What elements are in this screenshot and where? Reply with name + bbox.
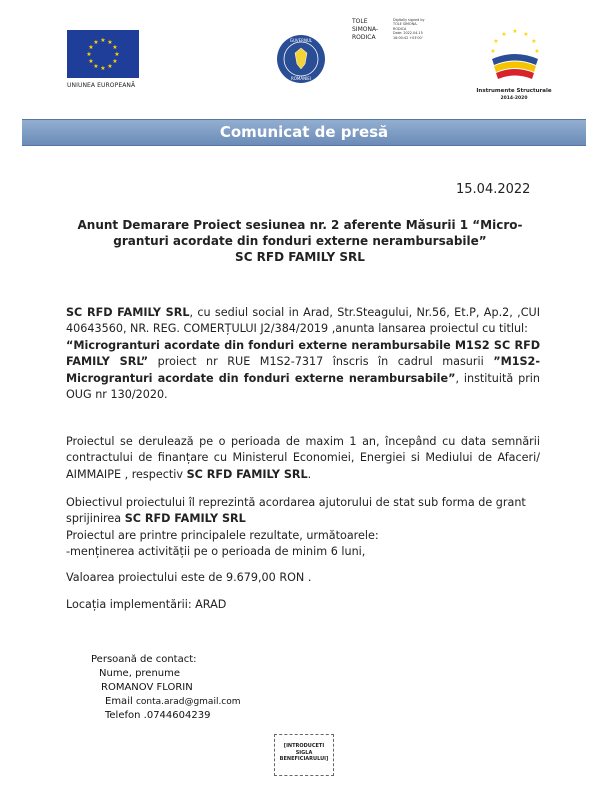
- title-line: granturi acordate din fonduri externe nerambursabile”: [113, 234, 487, 248]
- paragraph-text: proiect nr RUE M1S2-7317 înscris în cadrul masurii: [148, 355, 494, 369]
- svg-text:★: ★: [534, 48, 540, 55]
- svg-text:★: ★: [493, 38, 499, 45]
- eu-caption: UNIUNEA EUROPEANĂ: [67, 82, 136, 89]
- company-name: SC RFD FAMILY SRL: [186, 467, 308, 481]
- signature-detail-line: Digitally signed by: [393, 18, 425, 22]
- paragraph-text: Obiectivul proiectului îl reprezintă acordarea ajutorului de stat sub forma de grant sprijinirea: [66, 496, 526, 526]
- instrumente-structurale-logo: [480, 25, 550, 85]
- contact-heading: Persoană de contact:: [91, 654, 197, 665]
- title-line: SC RFD FAMILY SRL: [235, 250, 365, 264]
- title-line: Anunt Demarare Proiect sesiunea nr. 2 aferente Măsurii 1 “Micro-: [77, 218, 523, 232]
- contact-phone: .0744604239: [143, 710, 211, 721]
- implementation-location: Locația implementării: ARAD: [66, 598, 227, 611]
- press-release-banner: [22, 119, 586, 146]
- document-date: 15.04.2022: [456, 182, 531, 197]
- beneficiary-logo-placeholder: [274, 734, 334, 776]
- paragraph-text: Proiectul are printre principalele rezultate, următoarele:: [66, 528, 379, 542]
- paragraph-objective: [66, 495, 540, 561]
- svg-text:ROMÂNIEI: ROMÂNIEI: [291, 76, 311, 81]
- svg-text:★: ★: [112, 58, 118, 65]
- signature-details: [393, 18, 443, 40]
- placeholder-line: SIGLA: [295, 749, 313, 756]
- project-title: “Microgranturi acordate din fonduri externe nerambursabile M1S2 SC RFD FAMILY SRL”: [66, 338, 540, 369]
- eu-flag-logo: [67, 30, 139, 78]
- svg-text:★: ★: [512, 28, 518, 35]
- svg-text:★: ★: [107, 39, 113, 46]
- paragraph-project-launch: [66, 305, 540, 403]
- paragraph-text: , instituită prin OUG nr 130/2020.: [66, 371, 540, 402]
- svg-text:★: ★: [86, 51, 92, 58]
- contact-name-label: Nume, prenume: [99, 668, 181, 679]
- paragraph-text: , cu sediul social in Arad, Str.Steagului, Nr.56, Et.P, Ap.2, ,CUI 40643560, NR. REG. COMERȚULUI J2/384/2019 ,anunta lansarea proiectul cu titlul:: [66, 306, 540, 336]
- signature-detail-line: RODICA: [393, 26, 407, 31]
- svg-text:★: ★: [114, 51, 120, 58]
- signature-name-line: TOLE: [352, 18, 368, 25]
- announcement-title: [60, 217, 540, 265]
- signature-detail-line: 16:00:42 +03'00': [393, 35, 423, 40]
- svg-text:GUVERNUL: GUVERNUL: [289, 38, 313, 43]
- placeholder-line: [INTRODUCETI: [283, 743, 325, 749]
- svg-text:★: ★: [523, 31, 529, 38]
- contact-phone-label: Telefon: [105, 710, 141, 721]
- paragraph-text: .: [307, 467, 312, 481]
- eu-stars: [67, 30, 139, 78]
- paragraph-duration: [66, 434, 540, 483]
- contact-name: ROMANOV FLORIN: [101, 682, 193, 693]
- measure-name: ”M1S2-Microgranturi acordate din fonduri externe nerambursabile”: [66, 355, 540, 385]
- contact-email: conta.arad@gmail.com: [135, 697, 241, 707]
- contact-phone-row: [105, 709, 241, 723]
- placeholder-text: [275, 735, 333, 763]
- project-value: Valoarea proiectului este de 9.679,00 RON .: [66, 571, 312, 584]
- company-name: SC RFD FAMILY SRL: [124, 512, 246, 526]
- paragraph-text: -menținerea activității pe o perioada de minim 6 luni,: [66, 545, 366, 559]
- svg-text:★: ★: [112, 44, 118, 51]
- contact-email-label: Email: [105, 696, 133, 707]
- svg-text:★: ★: [490, 48, 496, 55]
- instrumente-caption: Instrumente Structurale: [476, 88, 552, 94]
- romanian-government-seal: [275, 33, 327, 85]
- company-name: SC RFD FAMILY SRL: [66, 306, 190, 319]
- svg-text:★: ★: [88, 58, 94, 65]
- svg-text:★: ★: [93, 39, 99, 46]
- banner-title: Comunicat de presă: [219, 123, 389, 141]
- signature-name-line: SIMONA-: [352, 26, 379, 33]
- svg-text:★: ★: [107, 63, 113, 70]
- paragraph-text: Proiectul se derulează pe o perioada de maxim 1 an, începând cu data semnării contractului de finanțare cu Ministerul Economiei, Energiei si Mediului de Afaceri/ AIMMAIPE , respectiv: [66, 435, 540, 481]
- signature-name-line: RODICA: [352, 34, 376, 41]
- signature-detail-line: TOLE SIMONA-: [393, 22, 418, 27]
- svg-text:★: ★: [501, 31, 507, 38]
- contact-email-row: [105, 695, 241, 709]
- contact-block: [91, 653, 241, 723]
- svg-text:★: ★: [100, 65, 106, 72]
- svg-text:★: ★: [531, 38, 537, 45]
- signature-detail-line: Date: 2022.04.15: [393, 31, 423, 36]
- svg-text:★: ★: [93, 63, 99, 70]
- instrumente-years: 2014-2020: [500, 96, 528, 101]
- svg-text:★: ★: [100, 37, 106, 44]
- placeholder-line: BENEFICIARULUI]: [279, 756, 329, 762]
- svg-text:★: ★: [88, 44, 94, 51]
